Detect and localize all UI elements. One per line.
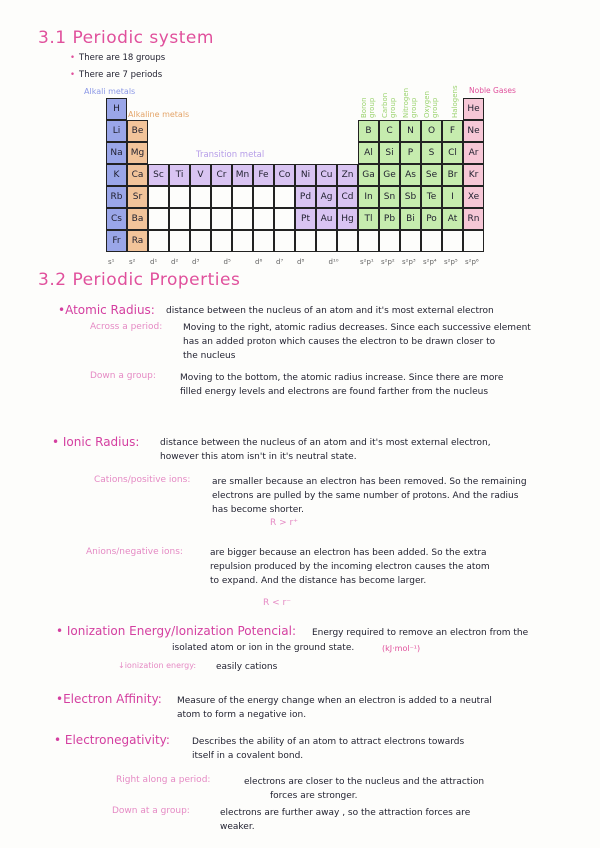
element-kr: Kr [463,164,484,186]
section-title-periodic-properties: 3.2 Periodic Properties [38,270,241,290]
empty-cell [190,186,211,208]
label-alkali-metals: Alkali metals [84,87,136,96]
element-pd: Pd [295,186,316,208]
empty-cell [274,208,295,230]
ionization-definition-1: Energy required to remove an electron from the [312,628,529,638]
element-he: He [463,98,484,120]
element-li: Li [106,120,127,142]
element-in: In [358,186,379,208]
label-boron-group: Boron group [360,97,376,118]
label-halogens: Halogens [451,85,459,118]
cations-label: Cations/positive ions: [94,475,191,485]
element-fr: Fr [106,230,127,252]
element-cs: Cs [106,208,127,230]
element-br: Br [442,164,463,186]
element-rn: Rn [463,208,484,230]
block-label-p4: s²p⁴ [423,258,437,266]
across-period-label: Across a period: [90,322,163,332]
ionization-energy-heading: • Ionization Energy/Ionization Potencial: [56,624,296,638]
block-label-d7: d⁷ [276,258,284,266]
empty-cell [148,186,169,208]
label-nitrogen-group: Nitrogen group [402,87,418,118]
empty-cell [379,230,400,252]
empty-cell [295,230,316,252]
ionic-radius-heading: • Ionic Radius: [52,435,140,449]
empty-cell [358,230,379,252]
element-zn: Zn [337,164,358,186]
empty-cell [253,230,274,252]
element-mg: Mg [127,142,148,164]
block-label-p6: s²p⁶ [465,258,479,266]
electronegativity-heading: • Electronegativity: [54,733,170,747]
element-ne: Ne [463,120,484,142]
element-cr: Cr [211,164,232,186]
empty-cell [211,186,232,208]
element-au: Au [316,208,337,230]
block-label-d10: d¹⁰ [328,258,339,266]
block-label-p2: s²p² [381,258,395,266]
element-po: Po [421,208,442,230]
electron-affinity-heading: •Electron Affinity: [56,692,162,706]
element-mn: Mn [232,164,253,186]
empty-cell [169,186,190,208]
empty-cell [400,230,421,252]
element-rb: Rb [106,186,127,208]
element-ra: Ra [127,230,148,252]
element-sr: Sr [127,186,148,208]
empty-cell [190,208,211,230]
ionization-unit: (kJ·mol⁻¹) [382,644,421,653]
down-group-label-en: Down at a group: [112,806,190,816]
element-ag: Ag [316,186,337,208]
element-te: Te [421,186,442,208]
electronegativity-text: Describes the ability of an atom to attract electrons towards itself in a covalent bond. [192,737,465,761]
empty-cell [169,208,190,230]
label-alkaline-metals: Alkaline metals [128,110,190,119]
element-sb: Sb [400,186,421,208]
empty-cell [274,186,295,208]
empty-cell [148,230,169,252]
element-ni: Ni [295,164,316,186]
element-ba: Ba [127,208,148,230]
empty-cell [442,230,463,252]
element-ca: Ca [127,164,148,186]
anions-text: are bigger because an electron has been added. So the extra repulsion produced by the incoming electron causes the atom to expand. And the distance has become larger. [210,548,490,586]
right-period-label: Right along a period: [116,775,211,785]
element-sc: Sc [148,164,169,186]
empty-cell [148,208,169,230]
element-cd: Cd [337,186,358,208]
empty-cell [253,186,274,208]
element-n: N [400,120,421,142]
element-tl: Tl [358,208,379,230]
element-ar: Ar [463,142,484,164]
block-label-p3: s²p³ [402,258,416,266]
element-o: O [421,120,442,142]
element-s: S [421,142,442,164]
element-na: Na [106,142,127,164]
element-pt: Pt [295,208,316,230]
section-title-periodic-system: 3.1 Periodic system [38,28,214,48]
atomic-radius-heading: •Atomic Radius: [58,303,155,317]
block-label-d2: d² [171,258,179,266]
element-ga: Ga [358,164,379,186]
anions-label: Anions/negative ions: [86,547,183,557]
element-as: As [400,164,421,186]
bullet-text: There are 18 groups [79,53,166,63]
empty-cell [211,208,232,230]
element-i: I [442,186,463,208]
element-p: P [400,142,421,164]
empty-cell [190,230,211,252]
block-label-d3: d³ [192,258,200,266]
element-fe: Fe [253,164,274,186]
cations-text: are smaller because an electron has been removed. So the remaining electrons are pulled by the same number of protons. And the radius has become shorter. [212,477,527,515]
element-v: V [190,164,211,186]
ionic-radius-definition: distance between the nucleus of an atom and it's most external electron, however this atom isn't in it's neutral state. [160,438,491,462]
empty-cell [232,208,253,230]
element-al: Al [358,142,379,164]
element-ge: Ge [379,164,400,186]
element-co: Co [274,164,295,186]
element-k: K [106,164,127,186]
block-label-d8: d⁸ [297,258,305,266]
element-si: Si [379,142,400,164]
label-oxygen-group: Oxygen group [423,91,439,118]
element-cu: Cu [316,164,337,186]
bullet-periods: • There are 7 periods [70,70,163,80]
down-group-label: Down a group: [90,371,156,381]
block-label-d5: d⁵ [223,258,231,266]
element-f: F [442,120,463,142]
empty-cell [232,186,253,208]
element-c: C [379,120,400,142]
empty-cell [211,230,232,252]
down-group-text: Moving to the bottom, the atomic radius increase. Since there are more filled energy levels and electrons are found farther from the nucleus [180,373,504,397]
electron-affinity-text: Measure of the energy change when an electron is added to a neutral atom to form a negative ion. [177,696,492,720]
empty-cell [169,230,190,252]
element-at: At [442,208,463,230]
label-carbon-group: Carbon group [381,92,397,118]
ionization-definition-2: isolated atom or ion in the ground state. [172,643,355,653]
element-be: Be [127,120,148,142]
label-transition-metal: Transition metal [196,150,265,160]
block-label-d6: d⁶ [255,258,263,266]
block-label-s2: s² [129,258,136,266]
element-sn: Sn [379,186,400,208]
atomic-radius-definition: distance between the nucleus of an atom and it's most external electron [166,306,494,316]
across-period-text: Moving to the right, atomic radius decreases. Since each successive element has an added proton which causes the electron to be drawn closer to the nucleus [183,323,531,361]
empty-cell [274,230,295,252]
element-se: Se [421,164,442,186]
empty-cell [253,208,274,230]
down-group-text-en: electrons are further away , so the attraction forces are weaker. [220,808,471,832]
element-b: B [358,120,379,142]
block-label-s1: s¹ [108,258,115,266]
block-label-p1: s²p¹ [360,258,374,266]
bullet-groups: • There are 18 groups [70,53,166,63]
element-bi: Bi [400,208,421,230]
empty-cell [232,230,253,252]
element-cl: Cl [442,142,463,164]
empty-cell [316,230,337,252]
empty-cell [463,230,484,252]
block-label-d1: d¹ [150,258,158,266]
empty-cell [421,230,442,252]
element-h: H [106,98,127,120]
label-noble-gases: Noble Gases [469,86,516,95]
cation-radius-relation: R > r⁺ [270,518,298,528]
block-label-p5: s²p⁵ [444,258,458,266]
element-ti: Ti [169,164,190,186]
element-hg: Hg [337,208,358,230]
low-ionization-label: ↓ionization energy: [118,661,197,670]
low-ionization-text: easily cations [216,662,278,672]
element-pb: Pb [379,208,400,230]
element-xe: Xe [463,186,484,208]
anion-radius-relation: R < r⁻ [263,598,291,608]
bullet-text: There are 7 periods [79,70,163,80]
empty-cell [337,230,358,252]
right-period-text: electrons are closer to the nucleus and the attraction forces are stronger. [244,777,485,801]
